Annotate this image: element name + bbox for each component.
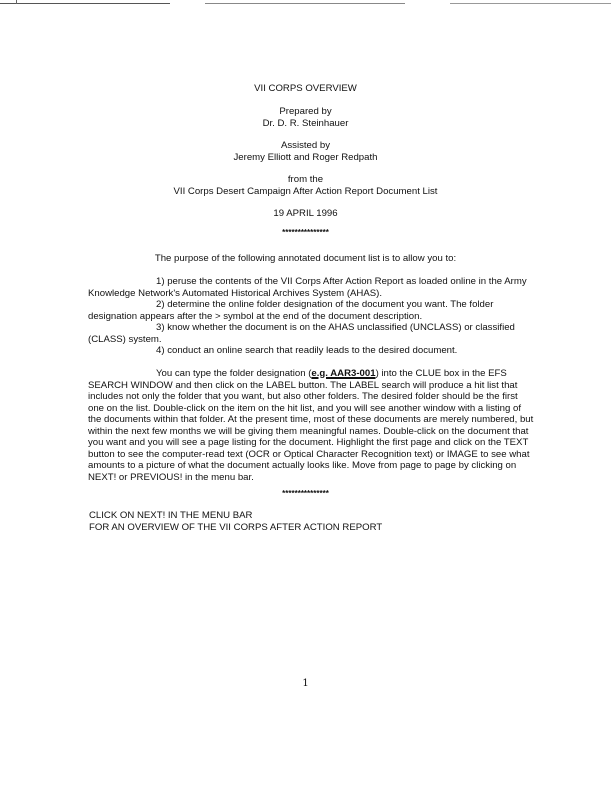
separator-stars: *************** bbox=[282, 228, 329, 237]
author-name: Dr. D. R. Steinhauer bbox=[262, 118, 349, 129]
purpose-item-1: 1) peruse the contents of the VII Corps After Action Report as loaded online in the Army Knowledge Network's Automated Historical Archives System (AHAS). bbox=[88, 276, 527, 299]
scan-corner-mark bbox=[16, 0, 17, 4]
separator-stars-2: *************** bbox=[282, 489, 329, 498]
purpose-item-2: 2) determine the online folder designation of the document you want. The folder designation appears after the > symbol at the end of the document description. bbox=[88, 299, 494, 322]
purpose-statement: The purpose of the following annotated document list is to allow you to: bbox=[154, 253, 457, 264]
scan-edge-right bbox=[450, 3, 611, 4]
purpose-item-4: 4) conduct an online search that readily leads to the desired document. bbox=[156, 345, 458, 356]
instructions-paragraph bbox=[88, 368, 534, 483]
footer-line-1: CLICK ON NEXT! IN THE MENU BAR bbox=[89, 510, 253, 521]
folder-example: e.g. AAR3-001 bbox=[311, 368, 376, 379]
instructions-text-rest: ) into the CLUE box in the EFS SEARCH WINDOW and then click on the LABEL button. The LABEL search will produce a hit list that includes not only the folder that you want, but also other folders. The desired folder should be the first one on the list. Double-click on the item on the hit list, and you will see another window with a listing of the documents within that folder. At the present time, most of these documents are merely numbered, but within the next few months we will be giving them meaningful names. Double-click on the document that you want and you will see a page listing for the document. Highlight the first page and click on the TEXT button to see the computer-read text (OCR or Optical Character Recognition text) or IMAGE to see what amounts to a picture of what the document actually looks like. Move from page to page by clicking on NEXT! or PREVIOUS! in the menu bar. bbox=[88, 368, 534, 483]
page-number: 1 bbox=[302, 678, 309, 689]
document-title: VII CORPS OVERVIEW bbox=[254, 83, 357, 94]
assistant-names: Jeremy Elliott and Roger Redpath bbox=[233, 152, 378, 163]
instructions-text-start: You can type the folder designation ( bbox=[156, 368, 312, 379]
assisted-by-label: Assisted by bbox=[280, 140, 331, 151]
scan-edge-middle bbox=[205, 3, 405, 4]
document-date: 19 APRIL 1996 bbox=[273, 208, 338, 219]
from-label: from the bbox=[287, 174, 324, 185]
purpose-item-3: 3) know whether the document is on the AHAS unclassified (UNCLASS) or classified (CLASS) system. bbox=[88, 322, 515, 345]
scan-edge-left bbox=[0, 3, 170, 4]
prepared-by-label: Prepared by bbox=[279, 106, 332, 117]
source-title: VII Corps Desert Campaign After Action Report Document List bbox=[173, 186, 438, 197]
footer-line-2: FOR AN OVERVIEW OF THE VII CORPS AFTER ACTION REPORT bbox=[89, 522, 383, 533]
